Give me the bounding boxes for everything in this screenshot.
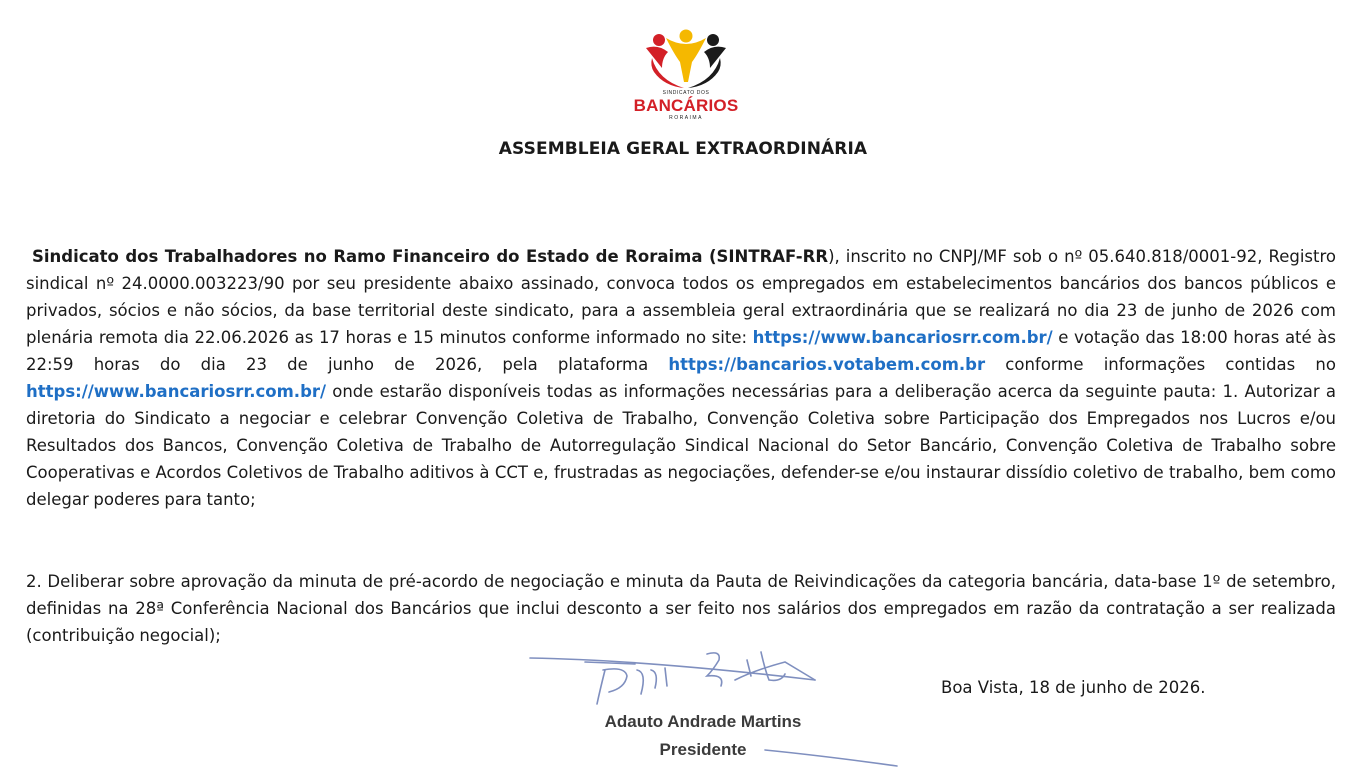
document-title: ASSEMBLEIA GERAL EXTRAORDINÁRIA xyxy=(498,139,868,159)
union-logo-emblem xyxy=(632,28,740,98)
logo-main-text: BANCÁRIOS xyxy=(633,96,739,115)
paragraph-text-3: conforme informações contidas no xyxy=(985,355,1336,374)
site-link-1[interactable]: https://www.bancariosrr.com.br/ xyxy=(752,328,1053,347)
voting-platform-link[interactable]: https://bancarios.votabem.com.br xyxy=(668,355,986,374)
signer-name: Adauto Andrade Martins xyxy=(604,712,802,731)
entity-name: Sindicato dos Trabalhadores no Ramo Financeiro do Estado de Roraima (SINTRAF-RR xyxy=(31,247,829,266)
site-link-2[interactable]: https://www.bancariosrr.com.br/ xyxy=(26,382,327,401)
logo-sub-text: RORAIMA xyxy=(669,115,703,121)
place-date: Boa Vista, 18 de junho de 2026. xyxy=(941,678,1206,697)
signer-role: Presidente xyxy=(659,740,747,759)
union-logo xyxy=(632,28,740,124)
logo-small-text: SINDICATO DOS xyxy=(662,90,710,96)
paragraph-text-4: onde estarão disponíveis todas as informações necessárias para a deliberação acerca da seguinte pauta: 1. Autorizar a diretoria do Sindicato a negociar e celebrar Convenção Coletiva de Trabalho, Convenção Coletiva sobre Participação dos Empregados nos Lucros e/ou Resultados dos Bancos, Convenção Coletiva de Trabalho de Autorregulação Sindical Nacional do Setor Bancário, Convenção Coletiva de Trabalho sobre Cooperativas e Acordos Coletivos de Trabalho aditivos à CCT e, frustradas as negociações, defender-se e/ou instaurar dissídio coletivo de trabalho, bem como delegar poderes para tanto; xyxy=(26,382,1336,509)
convocation-paragraph xyxy=(26,243,1336,513)
paragraph-text-1: ), inscrito no CNPJ/MF sob o nº 05.640.818/0001-92, Registro sindical nº 24.0000.003223/90 por seu presidente abaixo assinado, convoca todos os empregados em estabelecimentos bancários dos bancos públicos e privados, sócios e não sócios, da base territorial deste sindicato, para a assembleia geral extraordinária que se realizará no dia 23 de junho de 2026 com plenária remota dia 22.06.2026 as 17 horas e 15 minutos conforme informado no site: xyxy=(26,247,1336,347)
paragraph-text-2: e votação das 18:00 horas até às 22:59 horas do dia 23 de junho de 2026, pela plataforma xyxy=(26,328,1336,374)
agenda-item-2: 2. Deliberar sobre aprovação da minuta de pré-acordo de negociação e minuta da Pauta de Reivindicações da categoria bancária, data-base 1º de setembro, definidas na 28ª Conferência Nacional dos Bancários que inclui desconto a ser feito nos salários dos empregados em razão da contratação a ser realizada (contribuição negocial); xyxy=(26,572,1336,645)
